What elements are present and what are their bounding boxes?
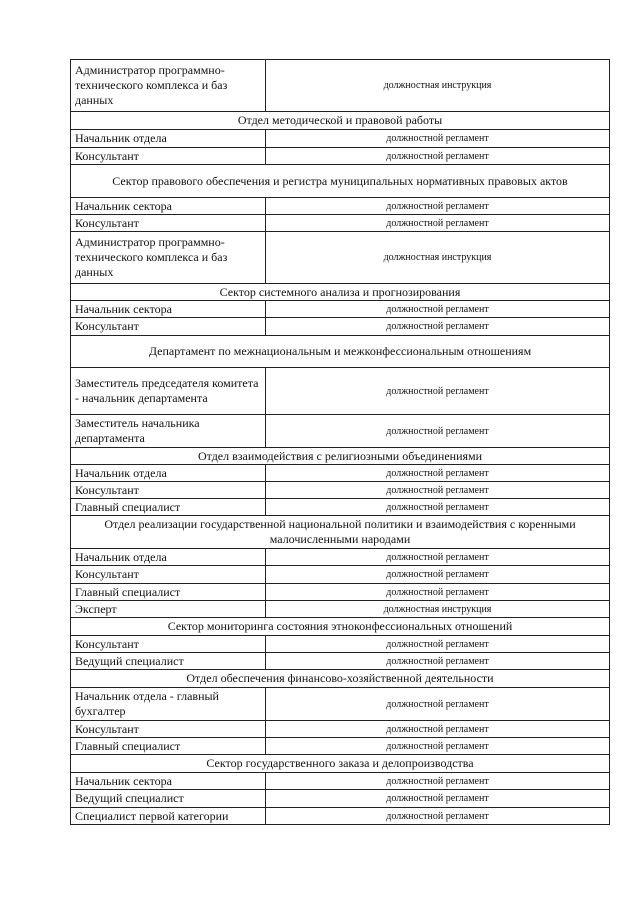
- table-row: [71, 721, 610, 738]
- section-title: Сектор системного анализа и прогнозирования: [71, 284, 610, 301]
- section-header-row: [71, 516, 610, 549]
- section-title: Сектор мониторинга состояния этноконфессиональных отношений: [71, 618, 610, 636]
- position-cell: Начальник сектора: [71, 301, 266, 318]
- position-cell: Начальник сектора: [71, 198, 266, 215]
- document-type-cell: должностной регламент: [266, 808, 610, 825]
- section-title: Отдел взаимодействия с религиозными объединениями: [71, 448, 610, 465]
- document-type-cell: должностной регламент: [266, 130, 610, 148]
- document-type-cell: должностной регламент: [266, 215, 610, 232]
- document-type-cell: должностной регламент: [266, 415, 610, 448]
- table-row: [71, 415, 610, 448]
- section-header-row: [71, 112, 610, 130]
- document-type-cell: должностной регламент: [266, 198, 610, 215]
- position-cell: Заместитель председателя комитета - начальник департамента: [71, 368, 266, 415]
- position-cell: Начальник отдела: [71, 465, 266, 482]
- table-row: [71, 688, 610, 721]
- section-header-row: [71, 618, 610, 636]
- position-cell: Администратор программно-технического комплекса и баз данных: [71, 232, 266, 284]
- position-cell: Консультант: [71, 148, 266, 165]
- table-row: [71, 549, 610, 566]
- position-cell: Консультант: [71, 482, 266, 499]
- table-row: [71, 566, 610, 584]
- document-type-cell: должностной регламент: [266, 636, 610, 653]
- section-title: Отдел методической и правовой работы: [71, 112, 610, 130]
- table-row: [71, 465, 610, 482]
- table-row: [71, 808, 610, 825]
- document-type-cell: должностной регламент: [266, 148, 610, 165]
- position-cell: Администратор программно-технического комплекса и баз данных: [71, 60, 266, 112]
- table-row: [71, 232, 610, 284]
- document-type-cell: должностной регламент: [266, 653, 610, 670]
- position-cell: Консультант: [71, 566, 266, 584]
- section-header-row: [71, 670, 610, 688]
- position-cell: Консультант: [71, 318, 266, 336]
- section-title: Департамент по межнациональным и межконфессиональным отношениям: [71, 336, 610, 368]
- section-title: Отдел обеспечения финансово-хозяйственной деятельности: [71, 670, 610, 688]
- position-cell: Главный специалист: [71, 584, 266, 601]
- section-title: Отдел реализации государственной национальной политики и взаимодействия с коренными малочисленными народами: [71, 516, 610, 549]
- table-row: [71, 215, 610, 232]
- table-row: [71, 318, 610, 336]
- document-type-cell: должностной регламент: [266, 790, 610, 808]
- position-cell: Начальник отдела: [71, 130, 266, 148]
- position-cell: Главный специалист: [71, 499, 266, 516]
- document-type-cell: должностной регламент: [266, 368, 610, 415]
- table-row: [71, 584, 610, 601]
- section-header-row: [71, 336, 610, 368]
- position-cell: Начальник отдела - главный бухгалтер: [71, 688, 266, 721]
- positions-documents-table: [70, 59, 610, 825]
- document-type-cell: должностной регламент: [266, 584, 610, 601]
- position-cell: Консультант: [71, 636, 266, 653]
- document-type-cell: должностной регламент: [266, 566, 610, 584]
- table-row: [71, 773, 610, 790]
- document-type-cell: должностной регламент: [266, 721, 610, 738]
- document-type-cell: должностной регламент: [266, 318, 610, 336]
- table-row: [71, 368, 610, 415]
- position-cell: Главный специалист: [71, 738, 266, 755]
- document-type-cell: должностной регламент: [266, 549, 610, 566]
- table-row: [71, 148, 610, 165]
- table-row: [71, 482, 610, 499]
- position-cell: Ведущий специалист: [71, 790, 266, 808]
- table-row: [71, 198, 610, 215]
- section-title: Сектор правового обеспечения и регистра муниципальных нормативных правовых актов: [71, 165, 610, 198]
- document-type-cell: должностной регламент: [266, 482, 610, 499]
- section-header-row: [71, 165, 610, 198]
- position-cell: Заместитель начальника департамента: [71, 415, 266, 448]
- table-row: [71, 301, 610, 318]
- position-cell: Специалист первой категории: [71, 808, 266, 825]
- document-type-cell: должностной регламент: [266, 499, 610, 516]
- table-row: [71, 636, 610, 653]
- table-row: [71, 130, 610, 148]
- section-header-row: [71, 755, 610, 773]
- document-type-cell: должностной регламент: [266, 301, 610, 318]
- table-body: [71, 60, 610, 825]
- position-cell: Консультант: [71, 721, 266, 738]
- position-cell: Эксперт: [71, 601, 266, 618]
- position-cell: Консультант: [71, 215, 266, 232]
- document-type-cell: должностной регламент: [266, 465, 610, 482]
- table-row: [71, 790, 610, 808]
- document-type-cell: должностной регламент: [266, 688, 610, 721]
- table-row: [71, 738, 610, 755]
- position-cell: Ведущий специалист: [71, 653, 266, 670]
- document-type-cell: должностная инструкция: [266, 601, 610, 618]
- document-type-cell: должностной регламент: [266, 738, 610, 755]
- section-header-row: [71, 448, 610, 465]
- document-type-cell: должностная инструкция: [266, 60, 610, 112]
- table-row: [71, 60, 610, 112]
- position-cell: Начальник отдела: [71, 549, 266, 566]
- section-title: Сектор государственного заказа и делопроизводства: [71, 755, 610, 773]
- document-type-cell: должностная инструкция: [266, 232, 610, 284]
- table-row: [71, 653, 610, 670]
- position-cell: Начальник сектора: [71, 773, 266, 790]
- document-type-cell: должностной регламент: [266, 773, 610, 790]
- table-row: [71, 601, 610, 618]
- section-header-row: [71, 284, 610, 301]
- table-row: [71, 499, 610, 516]
